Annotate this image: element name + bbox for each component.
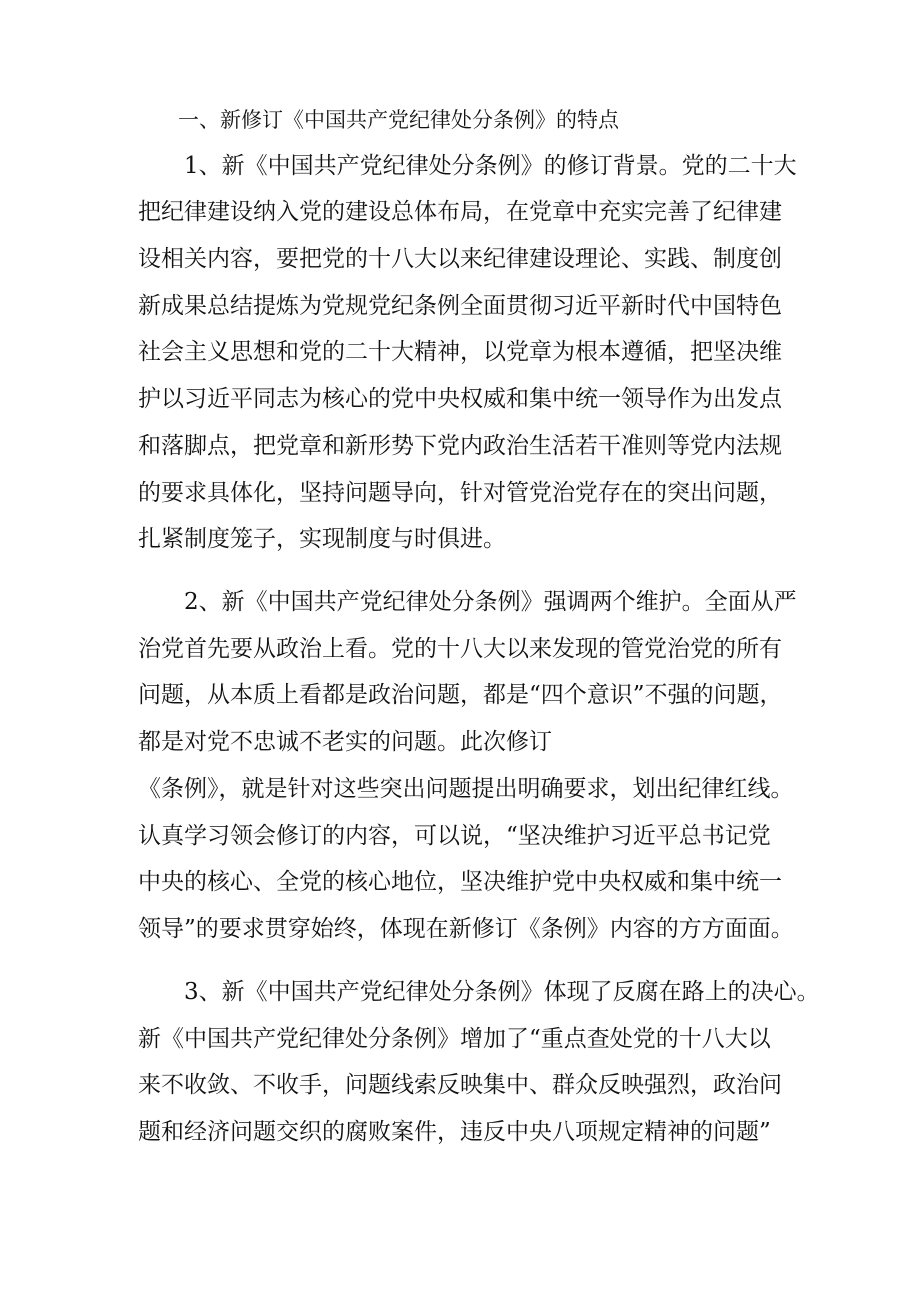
paragraph-line: 问题，从本质上看都是政治问题，都是“四个意识”不强的问题，: [138, 682, 783, 708]
paragraph-line: 认真学习领会修订的内容，可以说，“坚决维护习近平总书记党: [138, 823, 771, 849]
paragraph-line: 领导”的要求贯穿始终，体现在新修订《条例》内容的方方面面。: [138, 916, 794, 942]
paragraph-line: 治党首先要从政治上看。党的十八大以来发现的管党治党的所有: [138, 636, 782, 662]
paragraph-line: 3、新《中国共产党纪律处分条例》体现了反腐在路上的决心。: [184, 979, 820, 1005]
paragraph-line: 新成果总结提炼为党规党纪条例全面贯彻习近平新时代中国特色: [138, 293, 782, 319]
paragraph-line: 新《中国共产党纪律处分条例》增加了“重点查处党的十八大以: [138, 1026, 771, 1052]
paragraph-line: 设相关内容，要把党的十八大以来纪律建设理论、实践、制度创: [138, 246, 782, 272]
paragraph-line: 扎紧制度笼子，实现制度与时俱进。: [138, 526, 506, 552]
paragraph-line: 来不收敛、不收手，问题线索反映集中、群众反映强烈，政治问: [138, 1072, 782, 1098]
paragraph-line: 都是对党不忠诚不老实的问题。此次修订: [138, 729, 552, 755]
paragraph-line: 1、新《中国共产党纪律处分条例》的修订背景。党的二十大: [184, 153, 797, 179]
paragraph-line: 《条例》，就是针对这些突出问题提出明确要求，划出纪律红线。: [138, 776, 794, 802]
section-heading: 一、新修订《中国共产党纪律处分条例》的特点: [178, 108, 619, 132]
paragraph-line: 社会主义思想和党的二十大精神，以党章为根本遵循，把坚决维: [138, 339, 782, 365]
paragraph-line: 护以习近平同志为核心的党中央权威和集中统一领导作为出发点: [138, 386, 782, 412]
paragraph-line: 题和经济问题交织的腐败案件，违反中央八项规定精神的问题”: [138, 1119, 771, 1145]
paragraph-line: 中央的核心、全党的核心地位，坚决维护党中央权威和集中统一: [138, 869, 782, 895]
paragraph-line: 把纪律建设纳入党的建设总体布局，在党章中充实完善了纪律建: [138, 199, 782, 225]
paragraph-line: 和落脚点，把党章和新形势下党内政治生活若干准则等党内法规: [138, 433, 782, 459]
paragraph-line: 2、新《中国共产党纪律处分条例》强调两个维护。全面从严: [184, 589, 797, 615]
paragraph-line: 的要求具体化，坚持问题导向，针对管党治党存在的突出问题，: [138, 480, 782, 506]
